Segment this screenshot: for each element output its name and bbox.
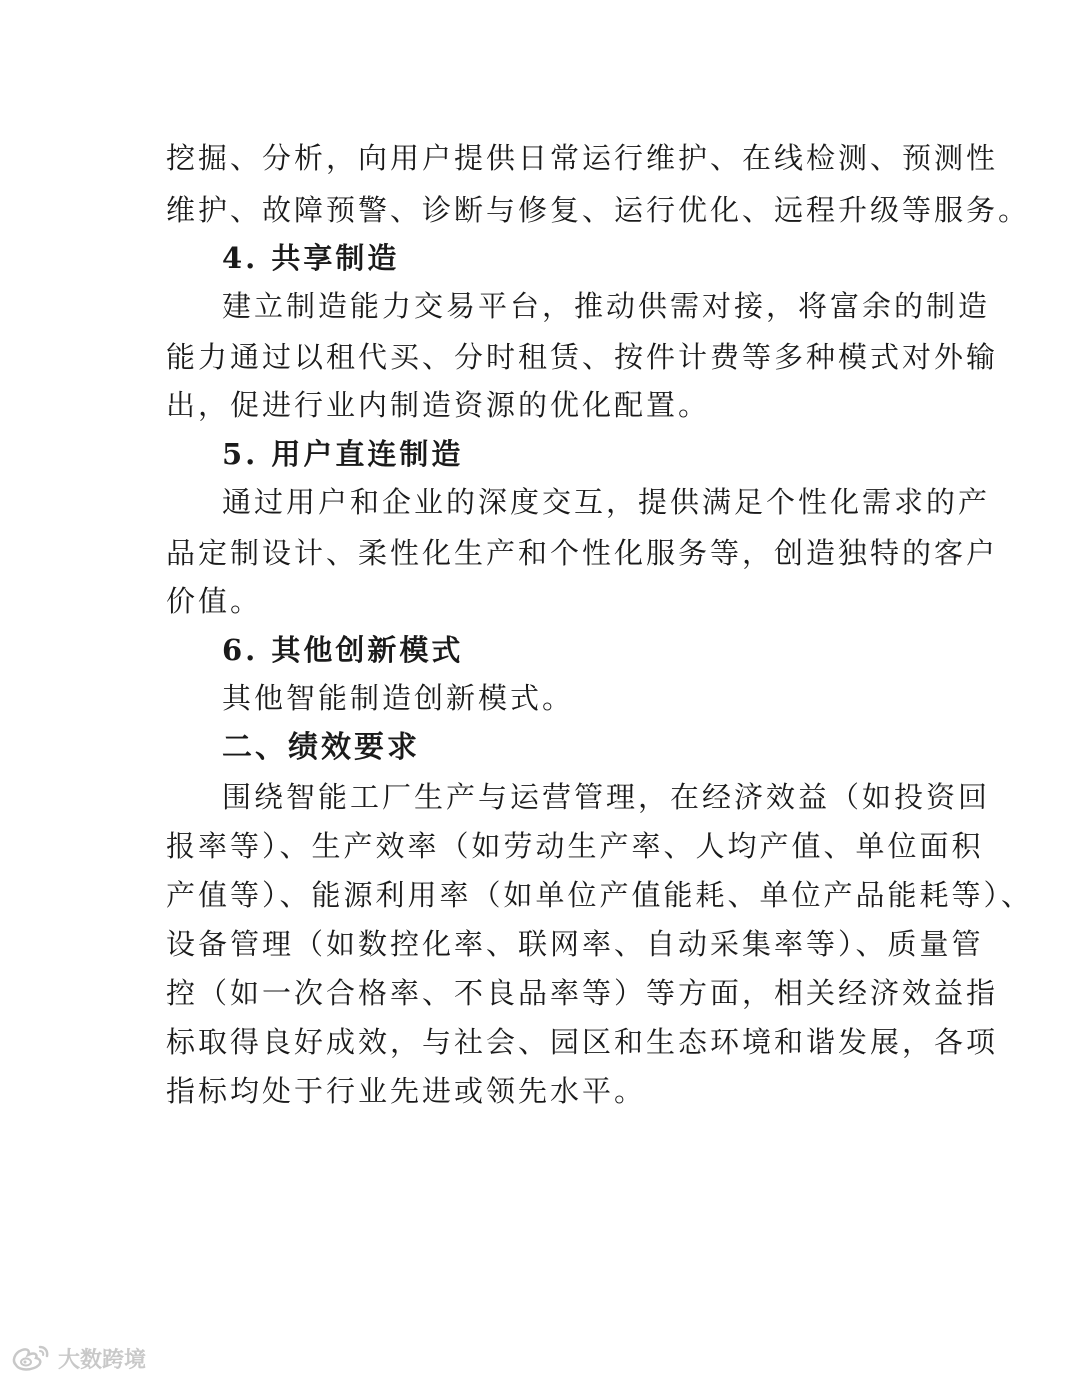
paragraph-line: 设备管理（如数控化率、联网率、自动采集率等）、质量管	[166, 927, 984, 961]
paragraph-line: 维护、故障预警、诊断与修复、运行优化、远程升级等服务。	[166, 193, 1031, 227]
paragraph-line: 报率等）、生产效率（如劳动生产率、人均产值、单位面积	[166, 829, 984, 863]
paragraph-line: 出，促进行业内制造资源的优化配置。	[166, 388, 711, 422]
paragraph-line: 价值。	[166, 584, 263, 618]
paragraph-line: 指标均处于行业先进或领先水平。	[166, 1074, 647, 1108]
paragraph-line: 标取得良好成效，与社会、园区和生态环境和谐发展，各项	[166, 1025, 999, 1059]
watermark	[10, 1338, 146, 1378]
section-heading-performance: 二、绩效要求	[222, 730, 420, 765]
paragraph-line: 通过用户和企业的深度交互，提供满足个性化需求的产	[222, 485, 991, 519]
paragraph-line: 其他智能制造创新模式。	[222, 681, 575, 715]
watermark-text: 大数跨境	[58, 1347, 147, 1373]
section-heading-5: 5. 用户直连制造	[222, 437, 464, 471]
paragraph-line: 品定制设计、柔性化生产和个性化服务等，创造独特的客户	[166, 536, 999, 570]
paragraph-line: 建立制造能力交易平台，推动供需对接，将富余的制造	[222, 289, 991, 323]
paragraph-line: 能力通过以租代买、分时租赁、按件计费等多种模式对外输	[166, 340, 999, 374]
paragraph-line: 围绕智能工厂生产与运营管理，在经济效益（如投资回	[222, 780, 991, 814]
section-heading-4: 4. 共享制造	[222, 241, 400, 275]
section-heading-6: 6. 其他创新模式	[222, 633, 464, 667]
paragraph-line: 挖掘、分析，向用户提供日常运行维护、在线检测、预测性	[166, 141, 999, 175]
paragraph-line: 产值等）、能源利用率（如单位产值能耗、单位产品能耗等）、	[166, 878, 1034, 912]
weibo-logo-icon	[10, 1343, 52, 1373]
paragraph-line: 控（如一次合格率、不良品率等）等方面，相关经济效益指	[166, 976, 999, 1010]
